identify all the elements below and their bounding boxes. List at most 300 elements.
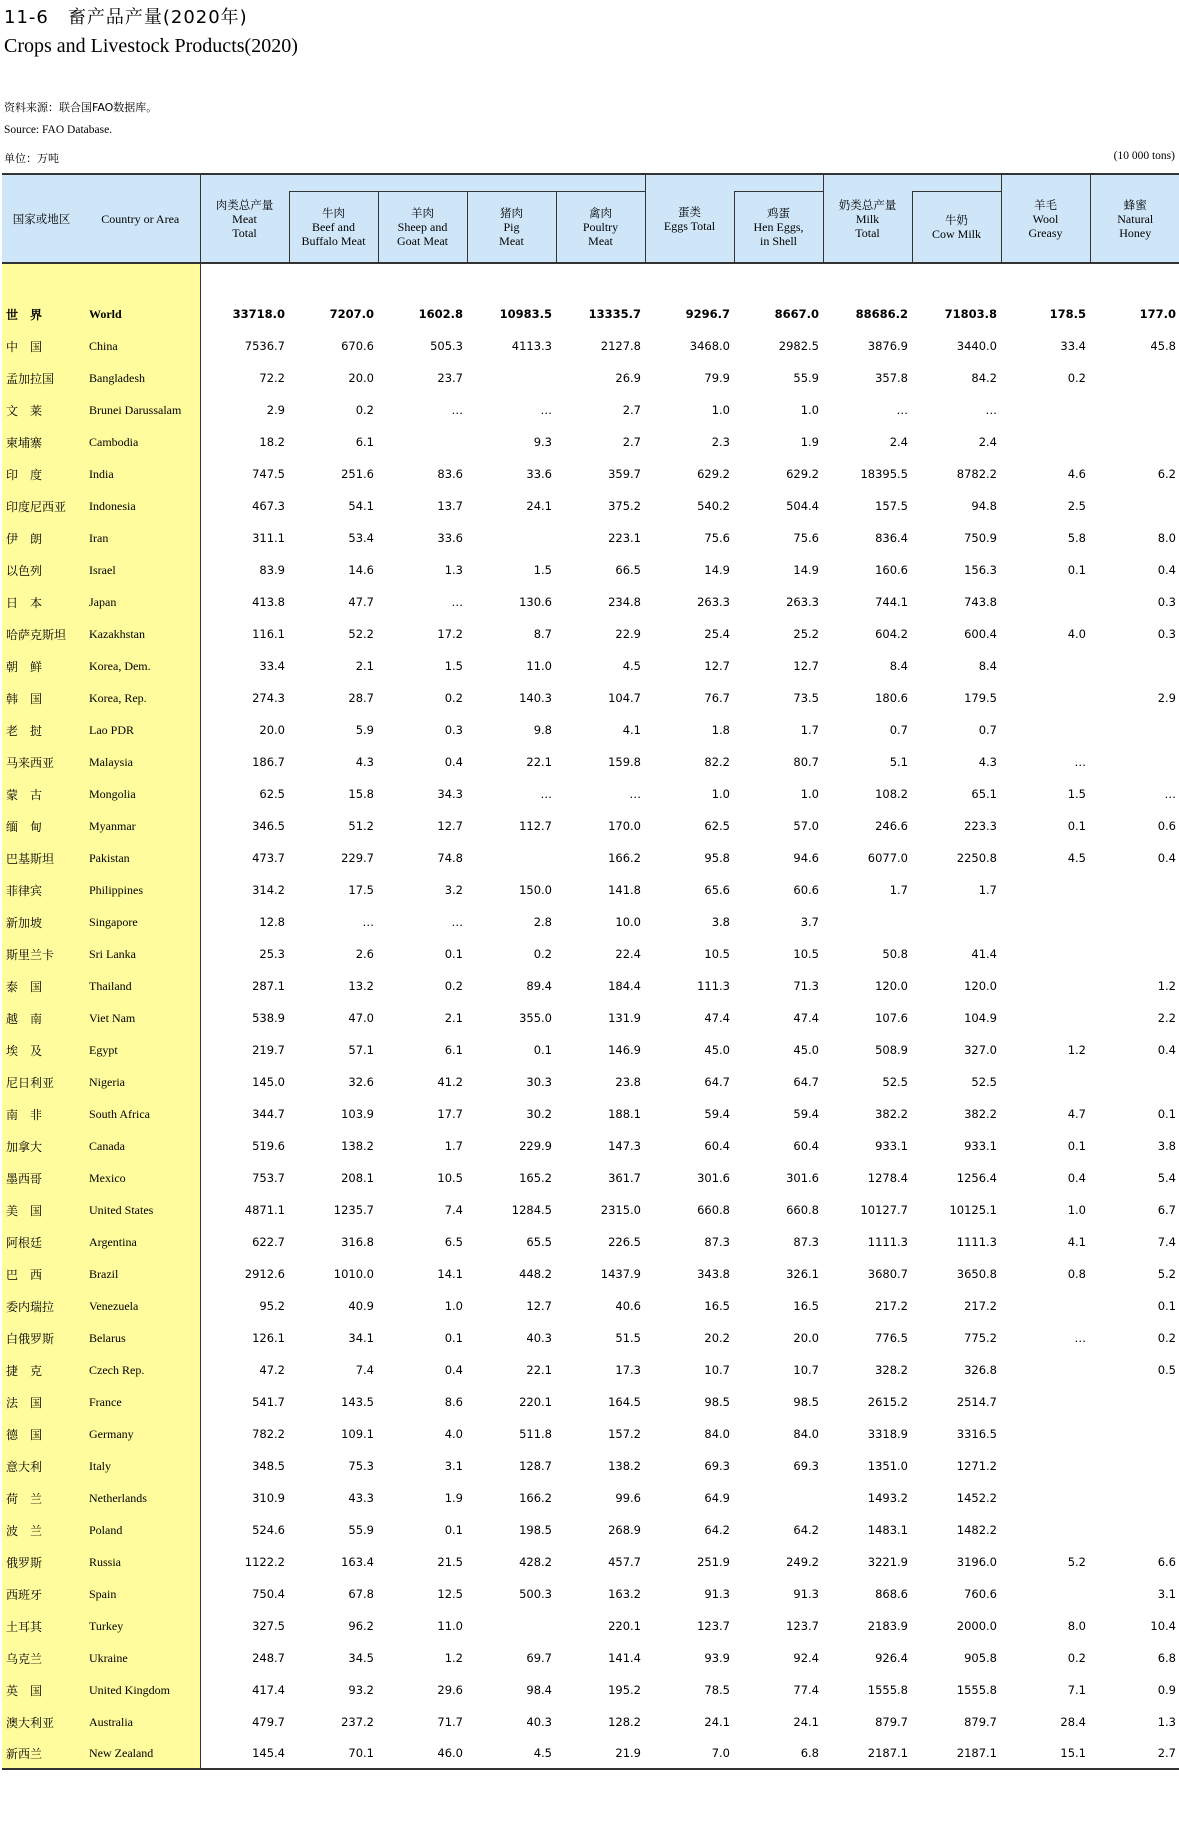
- cell-honey: 0.4: [1157, 851, 1176, 865]
- table-row: [2, 1066, 1179, 1098]
- cell-honey: [1090, 1066, 1179, 1098]
- cell-mutton: 83.6: [437, 467, 463, 481]
- country-name-en: Canada: [81, 1130, 200, 1162]
- cell-beef: 7.4: [355, 1363, 374, 1377]
- country-name-cn: 白俄罗斯: [2, 1322, 81, 1354]
- cell-beef: 5.9: [355, 723, 374, 737]
- cell-milk-total: 2183.9: [867, 1619, 908, 1633]
- country-name-cn: 委内瑞拉: [2, 1290, 81, 1322]
- cell-cow-milk: 1271.2: [956, 1459, 997, 1473]
- cell-hen-eggs: 71.3: [793, 979, 819, 993]
- cell-meat-total: 219.7: [252, 1043, 285, 1057]
- header-milk-total: 奶类总产量 Milk Total: [823, 174, 912, 263]
- cell-beef: 15.8: [348, 787, 374, 801]
- cell-meat-total: 327.5: [252, 1619, 285, 1633]
- cell-cow-milk: 933.1: [964, 1139, 997, 1153]
- header-cow-milk: 牛奶 Cow Milk: [912, 191, 1001, 263]
- cell-cow-milk: 2187.1: [956, 1746, 997, 1760]
- country-name-en: China: [81, 330, 200, 362]
- table-row: [2, 874, 1179, 906]
- cell-pork: 4.5: [533, 1746, 552, 1760]
- cell-beef: 237.2: [341, 1715, 374, 1729]
- cell-pork: 40.3: [526, 1715, 552, 1729]
- data-table-container: [2, 173, 1177, 1770]
- cell-pork: 8.7: [533, 627, 552, 641]
- table-row: [2, 618, 1179, 650]
- cell-pork: 198.5: [519, 1523, 552, 1537]
- unit-label-cn: 单位：万吨: [4, 152, 59, 165]
- cell-beef: 20.0: [348, 371, 374, 385]
- cell-poultry: 268.9: [608, 1523, 641, 1537]
- country-name-cn: 捷 克: [2, 1354, 81, 1386]
- cell-milk-total: 88686.2: [855, 307, 908, 321]
- cell-mutton: 1.5: [444, 659, 463, 673]
- cell-eggs-total: 91.3: [704, 1587, 730, 1601]
- country-name-en: Czech Rep.: [81, 1354, 200, 1386]
- livestock-table: [2, 173, 1179, 1770]
- cell-milk-total: 52.5: [882, 1075, 908, 1089]
- country-name-en: United States: [81, 1194, 200, 1226]
- cell-honey: 0.2: [1157, 1331, 1176, 1345]
- cell-wool: 0.8: [1067, 1267, 1086, 1281]
- table-row: [2, 938, 1179, 970]
- table-row: [2, 1578, 1179, 1610]
- cell-honey: [1090, 1386, 1179, 1418]
- cell-wool: [1001, 714, 1090, 746]
- cell-cow-milk: 104.9: [964, 1011, 997, 1025]
- cell-pork: 65.5: [526, 1235, 552, 1249]
- cell-pork: 229.9: [519, 1139, 552, 1153]
- cell-eggs-total: 111.3: [697, 979, 730, 993]
- cell-milk-total: 382.2: [875, 1107, 908, 1121]
- cell-wool: 0.1: [1067, 1139, 1086, 1153]
- cell-cow-milk: 3650.8: [956, 1267, 997, 1281]
- country-name-cn: 巴 西: [2, 1258, 81, 1290]
- cell-meat-total: 2912.6: [244, 1267, 285, 1281]
- cell-pork: 4113.3: [511, 339, 552, 353]
- cell-mutton: 41.2: [437, 1075, 463, 1089]
- cell-pork: 0.1: [533, 1043, 552, 1057]
- cell-poultry: 22.9: [615, 627, 641, 641]
- cell-cow-milk: 10125.1: [949, 1203, 997, 1217]
- cell-hen-eggs: 84.0: [793, 1427, 819, 1441]
- cell-honey: 7.4: [1157, 1235, 1176, 1249]
- cell-pork: 69.7: [526, 1651, 552, 1665]
- cell-honey: [1090, 1450, 1179, 1482]
- cell-wool: [1001, 970, 1090, 1002]
- cell-poultry: 170.0: [608, 819, 641, 833]
- cell-wool: 0.4: [1067, 1171, 1086, 1185]
- cell-pork: 10983.5: [499, 307, 552, 321]
- cell-poultry: 141.4: [608, 1651, 641, 1665]
- spacer-row: [2, 263, 1179, 298]
- cell-cow-milk: 120.0: [964, 979, 997, 993]
- cell-meat-total: 33718.0: [232, 307, 285, 321]
- country-name-cn: 斯里兰卡: [2, 938, 81, 970]
- cell-honey: 8.0: [1157, 531, 1176, 545]
- header-pork: 猪肉 Pig Meat: [467, 191, 556, 263]
- cell-hen-eggs: 1.0: [800, 403, 819, 417]
- cell-milk-total: 180.6: [875, 691, 908, 705]
- table-row: [2, 426, 1179, 458]
- country-name-cn: 以色列: [2, 554, 81, 586]
- cell-eggs-total: 78.5: [704, 1683, 730, 1697]
- cell-beef: 0.2: [355, 403, 374, 417]
- table-row: [2, 1194, 1179, 1226]
- cell-meat-total: 311.1: [252, 531, 285, 545]
- cell-milk-total: 1555.8: [867, 1683, 908, 1697]
- cell-hen-eggs: 301.6: [786, 1171, 819, 1185]
- cell-eggs-total: 93.9: [704, 1651, 730, 1665]
- cell-eggs-total: 20.2: [704, 1331, 730, 1345]
- cell-cow-milk: [912, 906, 1001, 938]
- cell-beef: 32.6: [348, 1075, 374, 1089]
- country-name-en: Israel: [81, 554, 200, 586]
- country-name-en: Netherlands: [81, 1482, 200, 1514]
- cell-poultry: 51.5: [615, 1331, 641, 1345]
- cell-pork: [467, 362, 556, 394]
- cell-milk-total: 1493.2: [867, 1491, 908, 1505]
- cell-pork: …: [540, 787, 552, 801]
- cell-cow-milk: 65.1: [971, 787, 997, 801]
- cell-wool: 15.1: [1060, 1746, 1086, 1760]
- cell-milk-total: 2187.1: [867, 1746, 908, 1760]
- cell-beef: 55.9: [348, 1523, 374, 1537]
- cell-beef: 67.8: [348, 1587, 374, 1601]
- country-name-en: Venezuela: [81, 1290, 200, 1322]
- cell-eggs-total: 65.6: [704, 883, 730, 897]
- cell-milk-total: 120.0: [875, 979, 908, 993]
- cell-beef: 2.1: [355, 659, 374, 673]
- cell-wool: 28.4: [1060, 1715, 1086, 1729]
- cell-poultry: 141.8: [608, 883, 641, 897]
- cell-meat-total: 145.4: [252, 1746, 285, 1760]
- cell-poultry: 22.4: [615, 947, 641, 961]
- cell-meat-total: 145.0: [252, 1075, 285, 1089]
- cell-poultry: 1437.9: [600, 1267, 641, 1281]
- cell-pork: 140.3: [519, 691, 552, 705]
- country-name-cn: 俄罗斯: [2, 1546, 81, 1578]
- cell-poultry: 2.7: [622, 435, 641, 449]
- cell-beef: 96.2: [348, 1619, 374, 1633]
- cell-mutton: 505.3: [430, 339, 463, 353]
- country-name-en: Sri Lanka: [81, 938, 200, 970]
- cell-hen-eggs: 660.8: [786, 1203, 819, 1217]
- cell-hen-eggs: 87.3: [793, 1235, 819, 1249]
- cell-beef: 47.7: [348, 595, 374, 609]
- cell-mutton: 0.1: [444, 1523, 463, 1537]
- cell-beef: 14.6: [348, 563, 374, 577]
- cell-hen-eggs: 14.9: [793, 563, 819, 577]
- country-name-cn: 土耳其: [2, 1610, 81, 1642]
- cell-hen-eggs: 2982.5: [778, 339, 819, 353]
- cell-poultry: 359.7: [608, 467, 641, 481]
- cell-pork: 22.1: [526, 755, 552, 769]
- cell-hen-eggs: 1.9: [800, 435, 819, 449]
- table-row: [2, 1482, 1179, 1514]
- cell-honey: [1090, 906, 1179, 938]
- table-row: [2, 1290, 1179, 1322]
- cell-meat-total: 479.7: [252, 1715, 285, 1729]
- country-name-cn: 新西兰: [2, 1738, 81, 1769]
- header-meat-total: 肉类总产量 Meat Total: [200, 174, 289, 263]
- table-row: [2, 1098, 1179, 1130]
- country-name-en: Brazil: [81, 1258, 200, 1290]
- country-name-cn: 孟加拉国: [2, 362, 81, 394]
- cell-beef: 47.0: [348, 1011, 374, 1025]
- cell-milk-total: …: [896, 403, 908, 417]
- cell-eggs-total: 82.2: [704, 755, 730, 769]
- cell-mutton: 71.7: [437, 1715, 463, 1729]
- country-name-cn: 缅 甸: [2, 810, 81, 842]
- cell-eggs-total: 60.4: [704, 1139, 730, 1153]
- cell-beef: 7207.0: [329, 307, 374, 321]
- country-name-en: Italy: [81, 1450, 200, 1482]
- country-name-en: Myanmar: [81, 810, 200, 842]
- cell-beef: 670.6: [341, 339, 374, 353]
- header-country-cn: 国家或地区: [2, 174, 81, 263]
- cell-meat-total: 417.4: [252, 1683, 285, 1697]
- cell-wool: 7.1: [1067, 1683, 1086, 1697]
- cell-mutton: 1602.8: [418, 307, 463, 321]
- country-name-cn: 新加坡: [2, 906, 81, 938]
- cell-mutton: 29.6: [437, 1683, 463, 1697]
- cell-pork: 30.3: [526, 1075, 552, 1089]
- country-name-en: World: [81, 298, 200, 330]
- cell-mutton: 4.0: [444, 1427, 463, 1441]
- cell-meat-total: 348.5: [252, 1459, 285, 1473]
- cell-meat-total: 753.7: [252, 1171, 285, 1185]
- cell-pork: …: [540, 403, 552, 417]
- country-name-en: Lao PDR: [81, 714, 200, 746]
- cell-mutton: 6.5: [444, 1235, 463, 1249]
- cell-poultry: 226.5: [608, 1235, 641, 1249]
- cell-pork: 24.1: [526, 499, 552, 513]
- cell-poultry: 157.2: [608, 1427, 641, 1441]
- cell-poultry: 21.9: [615, 1746, 641, 1760]
- cell-mutton: 1.7: [444, 1139, 463, 1153]
- cell-eggs-total: 660.8: [697, 1203, 730, 1217]
- cell-meat-total: 7536.7: [244, 339, 285, 353]
- cell-poultry: 195.2: [608, 1683, 641, 1697]
- cell-mutton: 0.4: [444, 1363, 463, 1377]
- country-name-en: Australia: [81, 1706, 200, 1738]
- cell-beef: 43.3: [348, 1491, 374, 1505]
- cell-milk-total: 604.2: [875, 627, 908, 641]
- cell-mutton: 14.1: [437, 1267, 463, 1281]
- cell-milk-total: 246.6: [875, 819, 908, 833]
- cell-mutton: 0.1: [444, 947, 463, 961]
- country-name-cn: 泰 国: [2, 970, 81, 1002]
- cell-poultry: 138.2: [608, 1459, 641, 1473]
- cell-eggs-total: 14.9: [704, 563, 730, 577]
- cell-meat-total: 126.1: [252, 1331, 285, 1345]
- cell-hen-eggs: 8667.0: [774, 307, 819, 321]
- cell-meat-total: 538.9: [252, 1011, 285, 1025]
- cell-eggs-total: 64.9: [704, 1491, 730, 1505]
- cell-meat-total: 747.5: [252, 467, 285, 481]
- table-row: [2, 1610, 1179, 1642]
- table-row: [2, 1418, 1179, 1450]
- cell-milk-total: 0.7: [889, 723, 908, 737]
- country-name-cn: 英 国: [2, 1674, 81, 1706]
- cell-hen-eggs: 24.1: [793, 1715, 819, 1729]
- country-name-cn: 文 莱: [2, 394, 81, 426]
- cell-mutton: 23.7: [437, 371, 463, 385]
- cell-wool: 1.5: [1067, 787, 1086, 801]
- country-name-en: Poland: [81, 1514, 200, 1546]
- table-row: [2, 586, 1179, 618]
- cell-poultry: 164.5: [608, 1395, 641, 1409]
- cell-meat-total: 782.2: [252, 1427, 285, 1441]
- cell-pork: 428.2: [519, 1555, 552, 1569]
- table-row: [2, 1674, 1179, 1706]
- cell-beef: 93.2: [348, 1683, 374, 1697]
- cell-wool: 33.4: [1060, 339, 1086, 353]
- cell-eggs-total: 69.3: [704, 1459, 730, 1473]
- cell-wool: [1001, 682, 1090, 714]
- cell-meat-total: 1122.2: [244, 1555, 285, 1569]
- cell-beef: 34.5: [348, 1651, 374, 1665]
- cell-mutton: …: [451, 595, 463, 609]
- cell-eggs-total: 251.9: [697, 1555, 730, 1569]
- table-row: [2, 362, 1179, 394]
- cell-poultry: 26.9: [615, 371, 641, 385]
- cell-meat-total: 2.9: [266, 403, 285, 417]
- cell-hen-eggs: 59.4: [793, 1107, 819, 1121]
- cell-poultry: …: [629, 787, 641, 801]
- cell-mutton: 11.0: [437, 1619, 463, 1633]
- cell-honey: 0.3: [1157, 595, 1176, 609]
- cell-honey: 2.7: [1157, 1746, 1176, 1760]
- cell-cow-milk: 3196.0: [956, 1555, 997, 1569]
- cell-wool: 1.2: [1067, 1043, 1086, 1057]
- country-name-cn: 哈萨克斯坦: [2, 618, 81, 650]
- cell-milk-total: 3221.9: [867, 1555, 908, 1569]
- country-name-cn: 埃 及: [2, 1034, 81, 1066]
- cell-beef: 75.3: [348, 1459, 374, 1473]
- cell-milk-total: 2615.2: [867, 1395, 908, 1409]
- cell-poultry: 66.5: [615, 563, 641, 577]
- cell-poultry: 375.2: [608, 499, 641, 513]
- cell-pork: 511.8: [519, 1427, 552, 1441]
- cell-mutton: 12.7: [437, 819, 463, 833]
- cell-wool: [1001, 1578, 1090, 1610]
- header-meat-group-spacer: [289, 174, 645, 191]
- cell-mutton: 0.2: [444, 691, 463, 705]
- cell-pork: 112.7: [519, 819, 552, 833]
- cell-wool: …: [1074, 755, 1086, 769]
- cell-cow-milk: 775.2: [964, 1331, 997, 1345]
- cell-eggs-total: 3468.0: [689, 339, 730, 353]
- table-row: [2, 1258, 1179, 1290]
- cell-honey: 6.6: [1157, 1555, 1176, 1569]
- country-name-en: South Africa: [81, 1098, 200, 1130]
- cell-poultry: 4.1: [622, 723, 641, 737]
- cell-mutton: 21.5: [437, 1555, 463, 1569]
- cell-milk-total: 6077.0: [867, 851, 908, 865]
- country-name-en: Mexico: [81, 1162, 200, 1194]
- table-row: [2, 1002, 1179, 1034]
- cell-beef: 229.7: [341, 851, 374, 865]
- cell-eggs-total: 3.8: [711, 915, 730, 929]
- cell-beef: 316.8: [341, 1235, 374, 1249]
- cell-meat-total: 519.6: [252, 1139, 285, 1153]
- cell-hen-eggs: 629.2: [786, 467, 819, 481]
- country-name-en: Nigeria: [81, 1066, 200, 1098]
- cell-poultry: 147.3: [608, 1139, 641, 1153]
- cell-honey: 6.7: [1157, 1203, 1176, 1217]
- cell-mutton: [378, 426, 467, 458]
- cell-cow-milk: 71803.8: [944, 307, 997, 321]
- country-name-cn: 南 非: [2, 1098, 81, 1130]
- cell-eggs-total: 24.1: [704, 1715, 730, 1729]
- cell-honey: 10.4: [1150, 1619, 1176, 1633]
- table-row: [2, 1130, 1179, 1162]
- country-name-cn: 老 挝: [2, 714, 81, 746]
- country-name-en: Korea, Rep.: [81, 682, 200, 714]
- cell-pork: 2.8: [533, 915, 552, 929]
- cell-milk-total: 879.7: [875, 1715, 908, 1729]
- cell-cow-milk: 2.4: [978, 435, 997, 449]
- cell-wool: [1001, 1482, 1090, 1514]
- cell-honey: 1.2: [1157, 979, 1176, 993]
- cell-pork: 33.6: [526, 467, 552, 481]
- cell-eggs-total: 87.3: [704, 1235, 730, 1249]
- cell-pork: 355.0: [519, 1011, 552, 1025]
- table-title-en: Crops and Livestock Products(2020): [4, 35, 298, 57]
- cell-cow-milk: 2250.8: [956, 851, 997, 865]
- cell-milk-total: 160.6: [875, 563, 908, 577]
- table-row: [2, 1226, 1179, 1258]
- cell-mutton: 34.3: [437, 787, 463, 801]
- table-body: [2, 263, 1179, 1769]
- cell-poultry: 104.7: [608, 691, 641, 705]
- cell-honey: 177.0: [1139, 307, 1176, 321]
- cell-eggs-total: 9296.7: [685, 307, 730, 321]
- cell-mutton: 1.9: [444, 1491, 463, 1505]
- cell-mutton: 3.2: [444, 883, 463, 897]
- cell-pork: 0.2: [533, 947, 552, 961]
- table-row: [2, 1322, 1179, 1354]
- cell-milk-total: 1351.0: [867, 1459, 908, 1473]
- cell-meat-total: 467.3: [252, 499, 285, 513]
- cell-wool: 1.0: [1067, 1203, 1086, 1217]
- cell-meat-total: 116.1: [252, 627, 285, 641]
- cell-milk-total: 776.5: [875, 1331, 908, 1345]
- cell-eggs-total: 16.5: [704, 1299, 730, 1313]
- cell-meat-total: 541.7: [252, 1395, 285, 1409]
- cell-cow-milk: 1555.8: [956, 1683, 997, 1697]
- cell-poultry: 99.6: [615, 1491, 641, 1505]
- cell-meat-total: 524.6: [252, 1523, 285, 1537]
- cell-milk-total: [823, 906, 912, 938]
- cell-honey: …: [1164, 787, 1176, 801]
- table-row: [2, 1034, 1179, 1066]
- cell-wool: 4.7: [1067, 1107, 1086, 1121]
- country-name-en: Malaysia: [81, 746, 200, 778]
- cell-beef: 163.4: [341, 1555, 374, 1569]
- cell-beef: 40.9: [348, 1299, 374, 1313]
- cell-wool: 4.1: [1067, 1235, 1086, 1249]
- country-name-en: Pakistan: [81, 842, 200, 874]
- cell-beef: 208.1: [341, 1171, 374, 1185]
- cell-pork: 220.1: [519, 1395, 552, 1409]
- cell-cow-milk: …: [985, 403, 997, 417]
- cell-beef: …: [362, 915, 374, 929]
- cell-cow-milk: 750.9: [964, 531, 997, 545]
- cell-hen-eggs: 98.5: [793, 1395, 819, 1409]
